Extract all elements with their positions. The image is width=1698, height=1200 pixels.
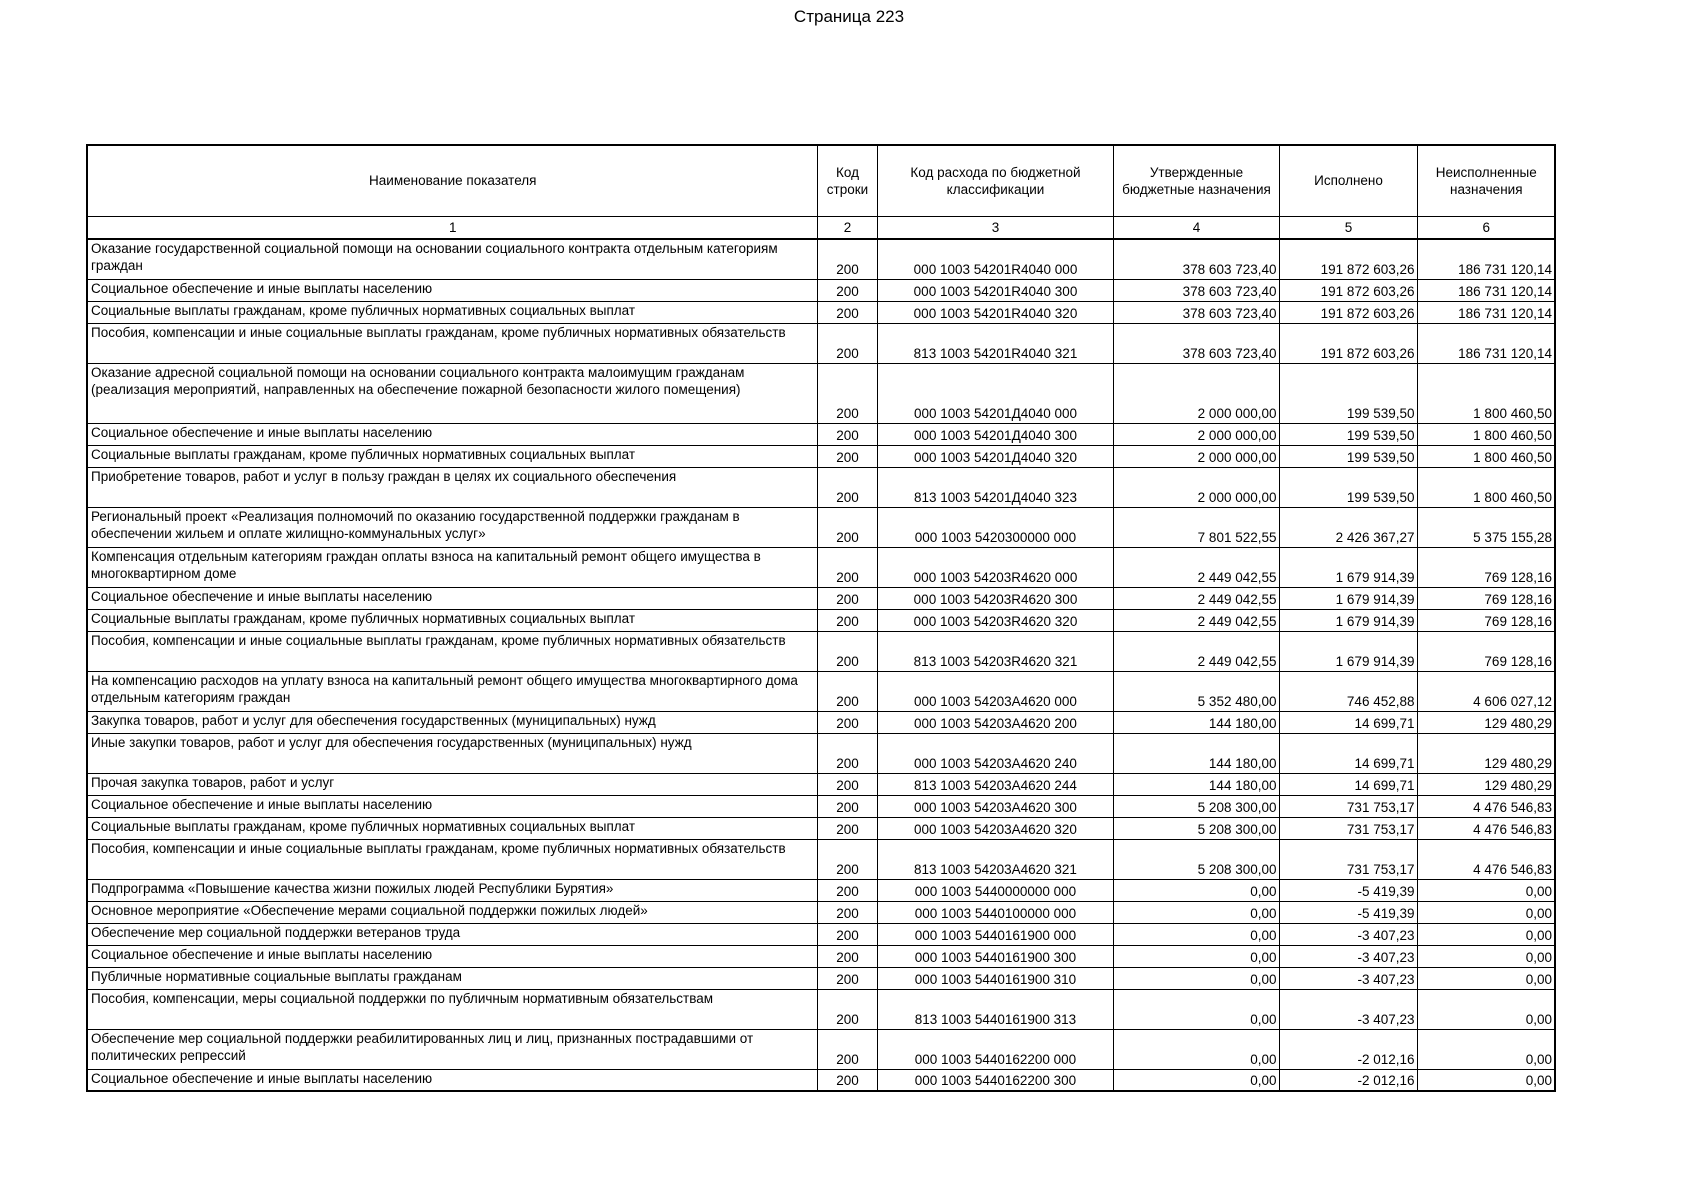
- row-unexecuted-cell: 129 480,29: [1417, 711, 1555, 733]
- row-kbk-cell: 813 1003 54201R4040 321: [877, 323, 1113, 363]
- row-name-cell: Социальное обеспечение и иные выплаты населению: [87, 279, 817, 301]
- row-approved-cell: 144 180,00: [1113, 711, 1279, 733]
- row-executed-cell: -3 407,23: [1279, 967, 1417, 989]
- row-name-cell: Подпрограмма «Повышение качества жизни пожилых людей Республики Бурятия»: [87, 879, 817, 901]
- row-unexecuted-cell: 186 731 120,14: [1417, 323, 1555, 363]
- row-code-cell: 200: [817, 423, 877, 445]
- row-unexecuted-cell: 0,00: [1417, 945, 1555, 967]
- row-executed-cell: -5 419,39: [1279, 879, 1417, 901]
- row-approved-cell: 0,00: [1113, 989, 1279, 1029]
- row-approved-cell: 7 801 522,55: [1113, 507, 1279, 547]
- row-code-cell: 200: [817, 817, 877, 839]
- row-name-cell: Закупка товаров, работ и услуг для обеспечения государственных (муниципальных) нужд: [87, 711, 817, 733]
- row-kbk-cell: 813 1003 5440161900 313: [877, 989, 1113, 1029]
- row-approved-cell: 0,00: [1113, 1029, 1279, 1069]
- row-approved-cell: 2 000 000,00: [1113, 363, 1279, 423]
- row-unexecuted-cell: 0,00: [1417, 901, 1555, 923]
- table-row: [87, 839, 1555, 879]
- row-name-cell: Обеспечение мер социальной поддержки ветеранов труда: [87, 923, 817, 945]
- row-unexecuted-cell: 1 800 460,50: [1417, 445, 1555, 467]
- row-code-cell: 200: [817, 1069, 877, 1091]
- row-kbk-cell: 000 1003 54203R4620 320: [877, 609, 1113, 631]
- row-approved-cell: 0,00: [1113, 923, 1279, 945]
- row-executed-cell: 1 679 914,39: [1279, 631, 1417, 671]
- row-name-cell: Пособия, компенсации и иные социальные выплаты гражданам, кроме публичных нормативных обязательств: [87, 323, 817, 363]
- table-row: [87, 467, 1555, 507]
- row-code-cell: 200: [817, 323, 877, 363]
- row-kbk-cell: 000 1003 54203А4620 240: [877, 733, 1113, 773]
- table-body: [87, 239, 1555, 1091]
- row-unexecuted-cell: 1 800 460,50: [1417, 363, 1555, 423]
- row-code-cell: 200: [817, 239, 877, 279]
- row-approved-cell: 5 208 300,00: [1113, 839, 1279, 879]
- row-unexecuted-cell: 0,00: [1417, 1029, 1555, 1069]
- row-kbk-cell: 813 1003 54203А4620 244: [877, 773, 1113, 795]
- row-unexecuted-cell: 186 731 120,14: [1417, 239, 1555, 279]
- row-executed-cell: 191 872 603,26: [1279, 301, 1417, 323]
- row-unexecuted-cell: 1 800 460,50: [1417, 467, 1555, 507]
- table-row: [87, 901, 1555, 923]
- table-row: [87, 1069, 1555, 1091]
- row-approved-cell: 5 208 300,00: [1113, 817, 1279, 839]
- row-executed-cell: 731 753,17: [1279, 795, 1417, 817]
- table-row: [87, 301, 1555, 323]
- table-row: [87, 609, 1555, 631]
- row-unexecuted-cell: 4 476 546,83: [1417, 839, 1555, 879]
- row-kbk-cell: 000 1003 54201Д4040 320: [877, 445, 1113, 467]
- table-row: [87, 773, 1555, 795]
- table-row: [87, 587, 1555, 609]
- header-unexecuted: Неисполненные назначения: [1417, 145, 1555, 217]
- row-name-cell: На компенсацию расходов на уплату взноса на капитальный ремонт общего имущества многоквартирного дома отдельным категориям граждан: [87, 671, 817, 711]
- table-row: [87, 363, 1555, 423]
- row-code-cell: 200: [817, 467, 877, 507]
- table-row: [87, 711, 1555, 733]
- row-kbk-cell: 813 1003 54203А4620 321: [877, 839, 1113, 879]
- header-code: Код строки: [817, 145, 877, 217]
- row-executed-cell: 191 872 603,26: [1279, 239, 1417, 279]
- header-approved: Утвержденные бюджетные назначения: [1113, 145, 1279, 217]
- row-unexecuted-cell: 4 476 546,83: [1417, 817, 1555, 839]
- row-code-cell: 200: [817, 609, 877, 631]
- row-name-cell: Социальные выплаты гражданам, кроме публичных нормативных социальных выплат: [87, 445, 817, 467]
- column-number: 5: [1279, 217, 1417, 240]
- row-approved-cell: 5 208 300,00: [1113, 795, 1279, 817]
- row-code-cell: 200: [817, 795, 877, 817]
- row-kbk-cell: 000 1003 5440100000 000: [877, 901, 1113, 923]
- row-approved-cell: 0,00: [1113, 1069, 1279, 1091]
- row-code-cell: 200: [817, 901, 877, 923]
- row-name-cell: Оказание адресной социальной помощи на основании социального контракта малоимущим гражданам (реализация мероприятий, направленных на обеспечение пожарной безопасности жилого помещения): [87, 363, 817, 423]
- row-executed-cell: 199 539,50: [1279, 363, 1417, 423]
- row-unexecuted-cell: 769 128,16: [1417, 609, 1555, 631]
- row-unexecuted-cell: 186 731 120,14: [1417, 279, 1555, 301]
- row-name-cell: Региональный проект «Реализация полномочий по оказанию государственной поддержки гражданам в обеспечении жильем и оплате жилищно-коммунальных услуг»: [87, 507, 817, 547]
- row-executed-cell: 746 452,88: [1279, 671, 1417, 711]
- row-code-cell: 200: [817, 279, 877, 301]
- row-executed-cell: 1 679 914,39: [1279, 609, 1417, 631]
- row-kbk-cell: 000 1003 54203R4620 000: [877, 547, 1113, 587]
- row-name-cell: Пособия, компенсации и иные социальные выплаты гражданам, кроме публичных нормативных обязательств: [87, 631, 817, 671]
- row-name-cell: Социальное обеспечение и иные выплаты населению: [87, 795, 817, 817]
- row-executed-cell: -2 012,16: [1279, 1069, 1417, 1091]
- row-code-cell: 200: [817, 547, 877, 587]
- row-approved-cell: 144 180,00: [1113, 733, 1279, 773]
- row-kbk-cell: 000 1003 54201R4040 000: [877, 239, 1113, 279]
- table-row: [87, 733, 1555, 773]
- row-approved-cell: 2 449 042,55: [1113, 547, 1279, 587]
- row-code-cell: 200: [817, 711, 877, 733]
- row-approved-cell: 0,00: [1113, 879, 1279, 901]
- row-unexecuted-cell: 0,00: [1417, 1069, 1555, 1091]
- row-name-cell: Социальные выплаты гражданам, кроме публичных нормативных социальных выплат: [87, 301, 817, 323]
- row-approved-cell: 2 449 042,55: [1113, 587, 1279, 609]
- row-approved-cell: 2 000 000,00: [1113, 445, 1279, 467]
- row-executed-cell: 1 679 914,39: [1279, 587, 1417, 609]
- row-name-cell: Основное мероприятие «Обеспечение мерами социальной поддержки пожилых людей»: [87, 901, 817, 923]
- row-unexecuted-cell: 1 800 460,50: [1417, 423, 1555, 445]
- row-executed-cell: 14 699,71: [1279, 773, 1417, 795]
- table-row: [87, 795, 1555, 817]
- row-unexecuted-cell: 129 480,29: [1417, 773, 1555, 795]
- row-unexecuted-cell: 4 476 546,83: [1417, 795, 1555, 817]
- row-code-cell: 200: [817, 839, 877, 879]
- row-name-cell: Социальное обеспечение и иные выплаты населению: [87, 587, 817, 609]
- row-executed-cell: -2 012,16: [1279, 1029, 1417, 1069]
- row-kbk-cell: 813 1003 54203R4620 321: [877, 631, 1113, 671]
- row-approved-cell: 0,00: [1113, 945, 1279, 967]
- row-code-cell: 200: [817, 945, 877, 967]
- table-row: [87, 323, 1555, 363]
- row-kbk-cell: 000 1003 5440161900 310: [877, 967, 1113, 989]
- row-approved-cell: 5 352 480,00: [1113, 671, 1279, 711]
- row-name-cell: Социальное обеспечение и иные выплаты населению: [87, 1069, 817, 1091]
- row-executed-cell: -3 407,23: [1279, 945, 1417, 967]
- row-kbk-cell: 000 1003 54201Д4040 300: [877, 423, 1113, 445]
- column-number: 1: [87, 217, 817, 240]
- row-executed-cell: 199 539,50: [1279, 467, 1417, 507]
- row-kbk-cell: 000 1003 54203А4620 000: [877, 671, 1113, 711]
- row-name-cell: Социальные выплаты гражданам, кроме публичных нормативных социальных выплат: [87, 609, 817, 631]
- table-row: [87, 879, 1555, 901]
- table-row: [87, 1029, 1555, 1069]
- row-executed-cell: 1 679 914,39: [1279, 547, 1417, 587]
- row-unexecuted-cell: 0,00: [1417, 967, 1555, 989]
- row-approved-cell: 2 000 000,00: [1113, 467, 1279, 507]
- row-code-cell: 200: [817, 671, 877, 711]
- row-kbk-cell: 000 1003 54203А4620 320: [877, 817, 1113, 839]
- row-kbk-cell: 000 1003 5420300000 000: [877, 507, 1113, 547]
- table-row: [87, 945, 1555, 967]
- row-kbk-cell: 813 1003 54201Д4040 323: [877, 467, 1113, 507]
- row-approved-cell: 2 449 042,55: [1113, 609, 1279, 631]
- row-executed-cell: 731 753,17: [1279, 817, 1417, 839]
- row-unexecuted-cell: 769 128,16: [1417, 547, 1555, 587]
- row-executed-cell: 191 872 603,26: [1279, 323, 1417, 363]
- row-code-cell: 200: [817, 879, 877, 901]
- row-kbk-cell: 000 1003 54203R4620 300: [877, 587, 1113, 609]
- row-name-cell: Прочая закупка товаров, работ и услуг: [87, 773, 817, 795]
- row-unexecuted-cell: 0,00: [1417, 989, 1555, 1029]
- row-code-cell: 200: [817, 507, 877, 547]
- row-kbk-cell: 000 1003 54201R4040 320: [877, 301, 1113, 323]
- column-number: 6: [1417, 217, 1555, 240]
- table-row: [87, 923, 1555, 945]
- row-approved-cell: 0,00: [1113, 967, 1279, 989]
- row-name-cell: Приобретение товаров, работ и услуг в пользу граждан в целях их социального обеспечения: [87, 467, 817, 507]
- row-approved-cell: 0,00: [1113, 901, 1279, 923]
- header-kbk: Код расхода по бюджетной классификации: [877, 145, 1113, 217]
- row-code-cell: 200: [817, 773, 877, 795]
- row-executed-cell: 14 699,71: [1279, 733, 1417, 773]
- row-unexecuted-cell: 769 128,16: [1417, 631, 1555, 671]
- row-executed-cell: -5 419,39: [1279, 901, 1417, 923]
- row-code-cell: 200: [817, 363, 877, 423]
- table-row: [87, 631, 1555, 671]
- column-number: 2: [817, 217, 877, 240]
- row-kbk-cell: 000 1003 5440161900 300: [877, 945, 1113, 967]
- row-name-cell: Обеспечение мер социальной поддержки реабилитированных лиц и лиц, признанных пострадавшими от политических репрессий: [87, 1029, 817, 1069]
- row-approved-cell: 378 603 723,40: [1113, 323, 1279, 363]
- row-kbk-cell: 000 1003 54203А4620 200: [877, 711, 1113, 733]
- row-kbk-cell: 000 1003 5440162200 000: [877, 1029, 1113, 1069]
- row-executed-cell: 14 699,71: [1279, 711, 1417, 733]
- row-code-cell: 200: [817, 923, 877, 945]
- row-name-cell: Публичные нормативные социальные выплаты гражданам: [87, 967, 817, 989]
- row-unexecuted-cell: 4 606 027,12: [1417, 671, 1555, 711]
- table-row: [87, 507, 1555, 547]
- row-unexecuted-cell: 5 375 155,28: [1417, 507, 1555, 547]
- row-approved-cell: 2 000 000,00: [1113, 423, 1279, 445]
- row-name-cell: Компенсация отдельным категориям граждан оплаты взноса на капитальный ремонт общего имущества в многоквартирном доме: [87, 547, 817, 587]
- row-unexecuted-cell: 186 731 120,14: [1417, 301, 1555, 323]
- page-title: Страница 223: [793, 7, 905, 26]
- budget-report-table: [86, 144, 1556, 1092]
- row-unexecuted-cell: 129 480,29: [1417, 733, 1555, 773]
- row-code-cell: 200: [817, 733, 877, 773]
- row-kbk-cell: 000 1003 5440161900 000: [877, 923, 1113, 945]
- row-kbk-cell: 000 1003 54201R4040 300: [877, 279, 1113, 301]
- row-approved-cell: 2 449 042,55: [1113, 631, 1279, 671]
- header-name: Наименование показателя: [87, 145, 817, 217]
- row-code-cell: 200: [817, 967, 877, 989]
- row-name-cell: Социальные выплаты гражданам, кроме публичных нормативных социальных выплат: [87, 817, 817, 839]
- column-number: 3: [877, 217, 1113, 240]
- table-row: [87, 671, 1555, 711]
- table-row: [87, 989, 1555, 1029]
- table-row: [87, 967, 1555, 989]
- row-unexecuted-cell: 0,00: [1417, 879, 1555, 901]
- row-executed-cell: 2 426 367,27: [1279, 507, 1417, 547]
- row-kbk-cell: 000 1003 54201Д4040 000: [877, 363, 1113, 423]
- row-unexecuted-cell: 0,00: [1417, 923, 1555, 945]
- row-code-cell: 200: [817, 1029, 877, 1069]
- header-executed: Исполнено: [1279, 145, 1417, 217]
- row-executed-cell: 199 539,50: [1279, 423, 1417, 445]
- row-kbk-cell: 000 1003 5440162200 300: [877, 1069, 1113, 1091]
- row-code-cell: 200: [817, 631, 877, 671]
- row-name-cell: Иные закупки товаров, работ и услуг для обеспечения государственных (муниципальных) нужд: [87, 733, 817, 773]
- row-kbk-cell: 000 1003 54203А4620 300: [877, 795, 1113, 817]
- row-code-cell: 200: [817, 989, 877, 1029]
- row-approved-cell: 378 603 723,40: [1113, 279, 1279, 301]
- row-kbk-cell: 000 1003 5440000000 000: [877, 879, 1113, 901]
- row-code-cell: 200: [817, 587, 877, 609]
- row-approved-cell: 378 603 723,40: [1113, 301, 1279, 323]
- row-executed-cell: 731 753,17: [1279, 839, 1417, 879]
- table-row: [87, 445, 1555, 467]
- row-name-cell: Оказание государственной социальной помощи на основании социального контракта отдельным категориям граждан: [87, 239, 817, 279]
- row-code-cell: 200: [817, 445, 877, 467]
- row-name-cell: Социальное обеспечение и иные выплаты населению: [87, 423, 817, 445]
- row-unexecuted-cell: 769 128,16: [1417, 587, 1555, 609]
- row-code-cell: 200: [817, 301, 877, 323]
- row-executed-cell: -3 407,23: [1279, 989, 1417, 1029]
- row-name-cell: Социальное обеспечение и иные выплаты населению: [87, 945, 817, 967]
- row-name-cell: Пособия, компенсации и иные социальные выплаты гражданам, кроме публичных нормативных обязательств: [87, 839, 817, 879]
- column-number: 4: [1113, 217, 1279, 240]
- row-approved-cell: 144 180,00: [1113, 773, 1279, 795]
- table-row: [87, 279, 1555, 301]
- table-row: [87, 547, 1555, 587]
- row-executed-cell: 199 539,50: [1279, 445, 1417, 467]
- table-row: [87, 423, 1555, 445]
- row-approved-cell: 378 603 723,40: [1113, 239, 1279, 279]
- table-row: [87, 817, 1555, 839]
- row-executed-cell: 191 872 603,26: [1279, 279, 1417, 301]
- table-row: [87, 239, 1555, 279]
- row-name-cell: Пособия, компенсации, меры социальной поддержки по публичным нормативным обязательствам: [87, 989, 817, 1029]
- row-executed-cell: -3 407,23: [1279, 923, 1417, 945]
